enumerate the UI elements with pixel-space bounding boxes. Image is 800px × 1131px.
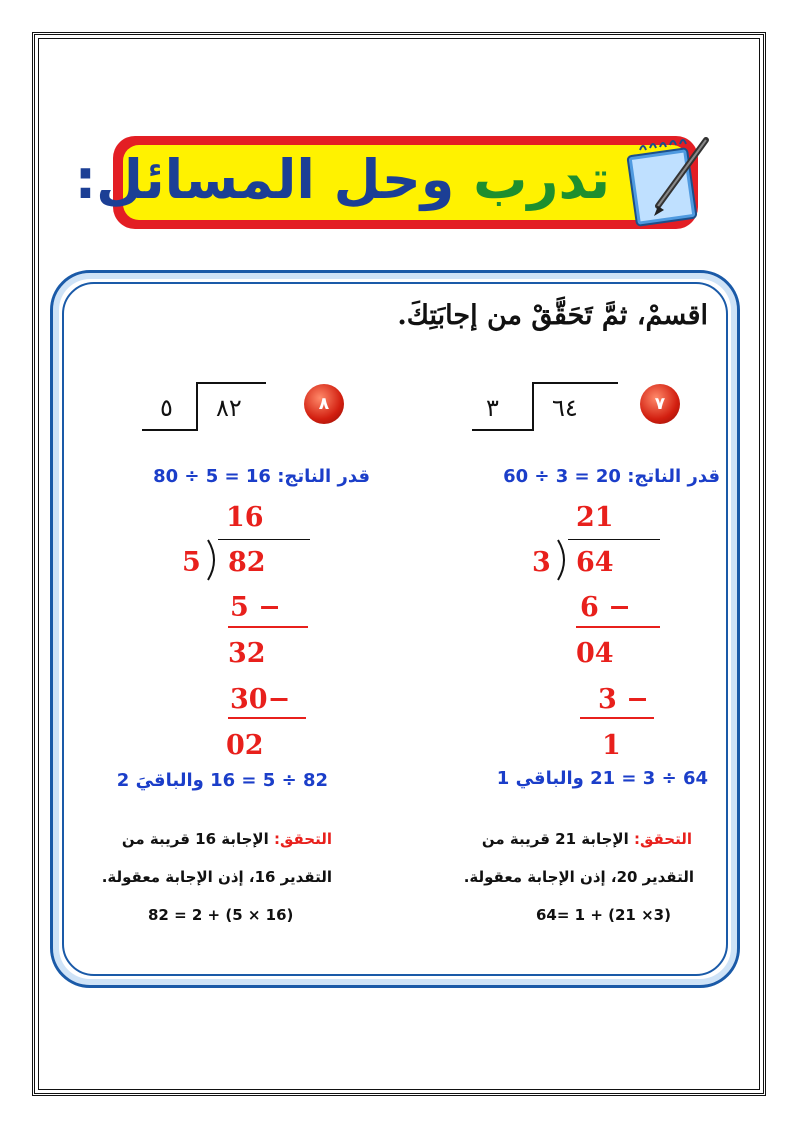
problem-7-badge: ٧ [640, 384, 680, 424]
problem-8-estimate [153, 466, 370, 487]
problem-7-estimate-expr: 60 ÷ 3 = 20 [503, 466, 621, 487]
page-title [75, 148, 610, 212]
problem-8-check-label: التحقق: [273, 830, 332, 848]
problem-8-divisor-ar: ٥ [160, 394, 173, 422]
problem-8-estimate-expr: 80 ÷ 5 = 16 [153, 466, 271, 487]
instruction-text: اقسمْ، ثمَّ تَحَقَّقْ من إجابَتِكَ. [397, 300, 708, 331]
problem-7-estimate-label: قدر الناتج: [627, 466, 720, 487]
problem-8-dividend-ar: ٨٢ [216, 394, 242, 422]
problem-8-divisor: 5 [182, 547, 201, 578]
problem-7-divisor-ar: ٣ [486, 394, 499, 422]
problem-7-line2 [580, 717, 654, 719]
problem-7-bracket-vert [532, 382, 534, 430]
notepad-pencil-icon [620, 130, 716, 230]
problem-8-estimate-label: قدر الناتج: [277, 466, 370, 487]
problem-7-dividend-ar: ٦٤ [552, 394, 578, 422]
problem-8-step1: 5 − [230, 592, 281, 623]
problem-8-bracket-vert [196, 382, 198, 430]
problem-7-line1 [576, 626, 660, 628]
problem-7-quotient: 21 [576, 502, 614, 533]
problem-7-check-line2: التقدير 20، إذن الإجابة معقولة. [463, 868, 694, 886]
problem-7-bracket-top [532, 382, 618, 384]
problem-7-result: 64 ÷ 3 = 21 والباقي 1 [496, 768, 708, 789]
problem-8-bracket-top [196, 382, 266, 384]
problem-7-division-bar [568, 539, 660, 540]
problem-8-check-text1: الإجابة 16 قريبة من [121, 830, 269, 848]
problem-7-check-line1 [482, 830, 692, 848]
problem-7-check-text1: الإجابة 21 قريبة من [481, 830, 629, 848]
problem-7-remainder: 1 [602, 730, 621, 761]
problem-8-verify: 82 = 2 + (5 × 16) [148, 906, 294, 924]
problem-7-estimate [503, 466, 720, 487]
problem-8-bracket-base [142, 429, 198, 431]
problem-7-step3: 3 − [598, 684, 649, 715]
problem-7-verify: 64= 1 + (21 ×3) [536, 906, 671, 924]
problem-7-dividend: 64 [576, 547, 614, 578]
problem-8-division-bar [218, 539, 310, 540]
problem-7-step1: 6 − [580, 592, 631, 623]
title-part1: تدرب [473, 148, 610, 211]
problem-7-step2: 04 [576, 638, 614, 669]
problem-8-result: 82 ÷ 5 = 16 والباقيَ 2 [116, 770, 328, 791]
problem-7-bracket-base [472, 429, 534, 431]
problem-8-quotient: 16 [226, 502, 264, 533]
problem-8-remainder: 02 [226, 730, 264, 761]
problem-8-check-line1 [122, 830, 332, 848]
problem-8-badge: ٨ [304, 384, 344, 424]
problem-7-check-label: التحقق: [633, 830, 692, 848]
problem-8-check-line2: التقدير 16، إذن الإجابة معقولة. [101, 868, 332, 886]
problem-8-line1 [228, 626, 308, 628]
problem-8-step3: 30− [230, 684, 291, 715]
problem-8-dividend: 82 [228, 547, 266, 578]
problem-8-division-paren [206, 538, 220, 582]
problem-7-divisor: 3 [532, 547, 551, 578]
problem-8-step2: 32 [228, 638, 266, 669]
problem-8-line2 [228, 717, 306, 719]
problem-7-division-paren [556, 538, 570, 582]
title-part2: وحل المسائل: [74, 148, 455, 211]
